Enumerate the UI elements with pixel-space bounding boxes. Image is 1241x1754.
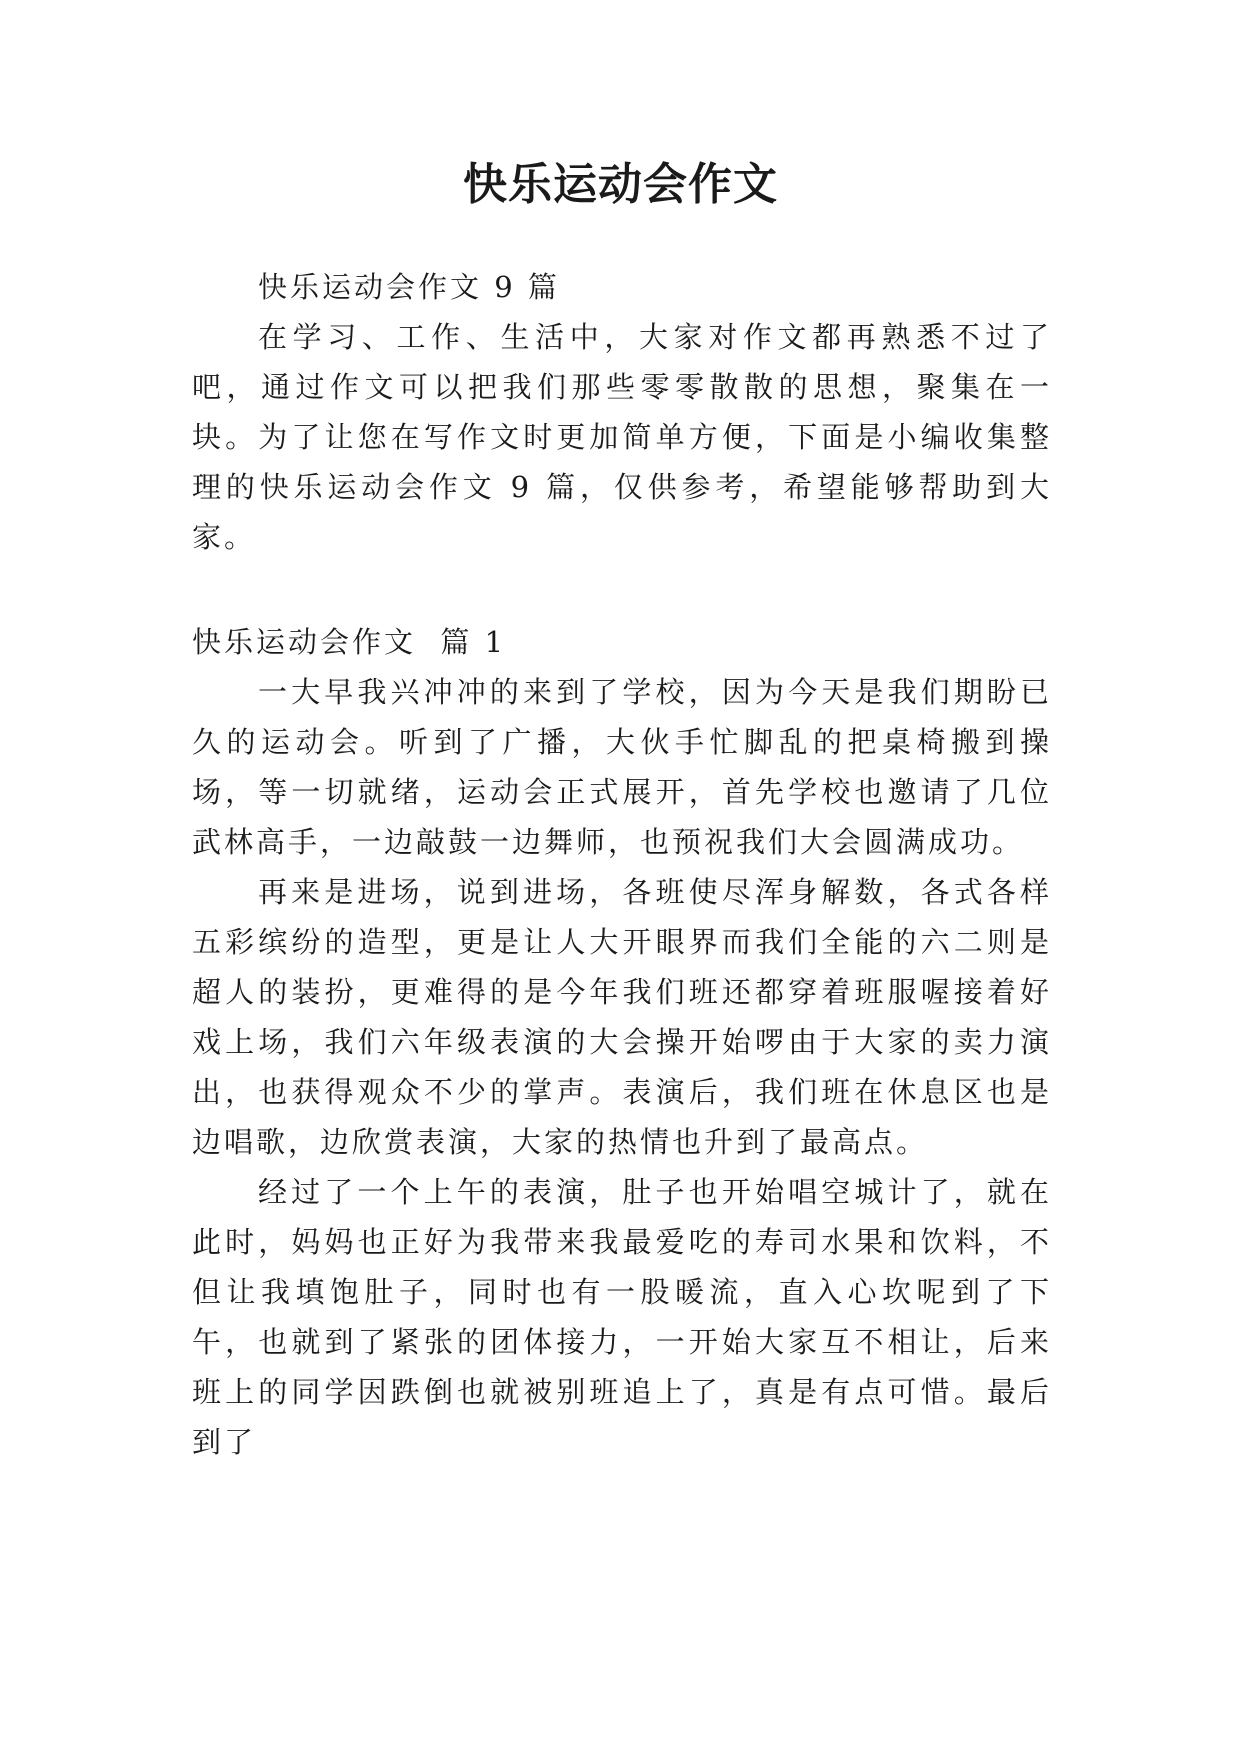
page-title: 快乐运动会作文 — [463, 159, 778, 210]
document-subtitle: 快乐运动会作文 9 篇 — [258, 270, 560, 304]
intro-paragraph: 在学习、工作、生活中，大家对作文都再熟悉不过了吧，通过作文可以把我们那些零零散散的思想，聚集在一块。为了让您在写作文时更加简单方便，下面是小编收集整理的快乐运动会作文 9 篇，仅供参考，希望能够帮助到大家。 — [192, 320, 1052, 554]
section-spacer — [192, 562, 1052, 617]
body-paragraph-3: 经过了一个上午的表演，肚子也开始唱空城计了，就在此时，妈妈也正好为我带来我最爱吃的寿司水果和饮料，不但让我填饱肚子，同时也有一股暖流，直入心坎呢到了下午，也就到了紧张的团体接力，一开始大家互不相让，后来班上的同学因跌倒也就被别班追上了，真是有点可惜。最后到了 — [192, 1175, 1052, 1459]
body-paragraph-2: 再来是进场，说到进场，各班使尽浑身解数，各式各样五彩缤纷的造型，更是让人大开眼界而我们全能的六二则是超人的装扮，更难得的是今年我们班还都穿着班服喔接着好戏上场，我们六年级表演的大会操开始啰由于大家的卖力演出，也获得观众不少的掌声。表演后，我们班在休息区也是边唱歌，边欣赏表演，大家的热情也升到了最高点。 — [192, 875, 1052, 1159]
section-heading: 快乐运动会作文 篇 1 — [192, 625, 507, 659]
body-paragraph-1: 一大早我兴冲冲的来到了学校，因为今天是我们期盼已久的运动会。听到了广播，大伙手忙脚乱的把桌椅搬到操场，等一切就绪，运动会正式展开，首先学校也邀请了几位武林高手，一边敲鼓一边舞师，也预祝我们大会圆满成功。 — [192, 675, 1052, 859]
document-body — [192, 262, 1052, 1467]
